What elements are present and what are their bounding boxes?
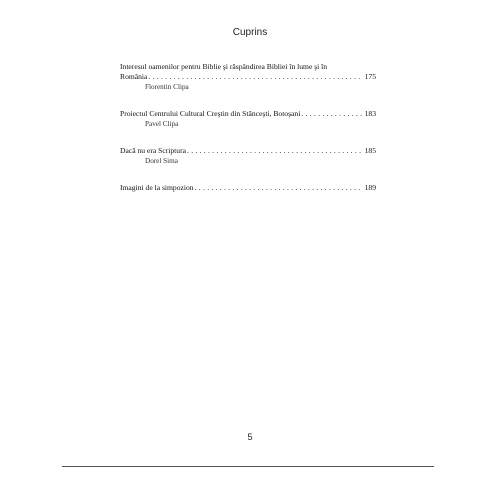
toc-entry-title: Imagini de la simpozion [120, 183, 194, 192]
toc-page-number: 175 [364, 72, 376, 81]
toc-entry [120, 183, 376, 193]
toc-page-number: 183 [364, 109, 376, 118]
toc-entry [120, 62, 376, 92]
toc-entry-author: Dorel Sima [145, 157, 178, 165]
toc-entry-author: Pavel Clipa [145, 120, 179, 128]
toc-entry-line [120, 183, 376, 193]
table-of-contents [120, 62, 376, 210]
toc-entry-line [120, 109, 376, 119]
toc-entry-line [120, 146, 376, 156]
page-header-title: Cuprins [232, 27, 268, 38]
toc-entry-title: Proiectul Centrului Cultural Creştin din Stănceşti, Botoşani [120, 109, 301, 118]
dot-leader [187, 146, 363, 156]
toc-entry [120, 109, 376, 129]
toc-entry [120, 146, 376, 166]
dot-leader [301, 109, 362, 119]
toc-entry-author: Florentin Clipa [145, 83, 189, 91]
page-number: 5 [247, 432, 253, 442]
toc-entry-line [120, 72, 376, 82]
toc-page-number: 185 [364, 146, 376, 155]
dot-leader [195, 183, 363, 193]
toc-entry-title: Dacă nu era Scriptura [120, 146, 186, 155]
toc-entry-title: Interesul oamenilor pentru Biblie şi răspândirea Bibliei în lume şi în [120, 62, 328, 71]
dot-leader [148, 72, 362, 82]
toc-page-number: 189 [364, 183, 376, 192]
toc-entry-title-continued: România [120, 72, 148, 81]
footer-rule [62, 466, 434, 467]
